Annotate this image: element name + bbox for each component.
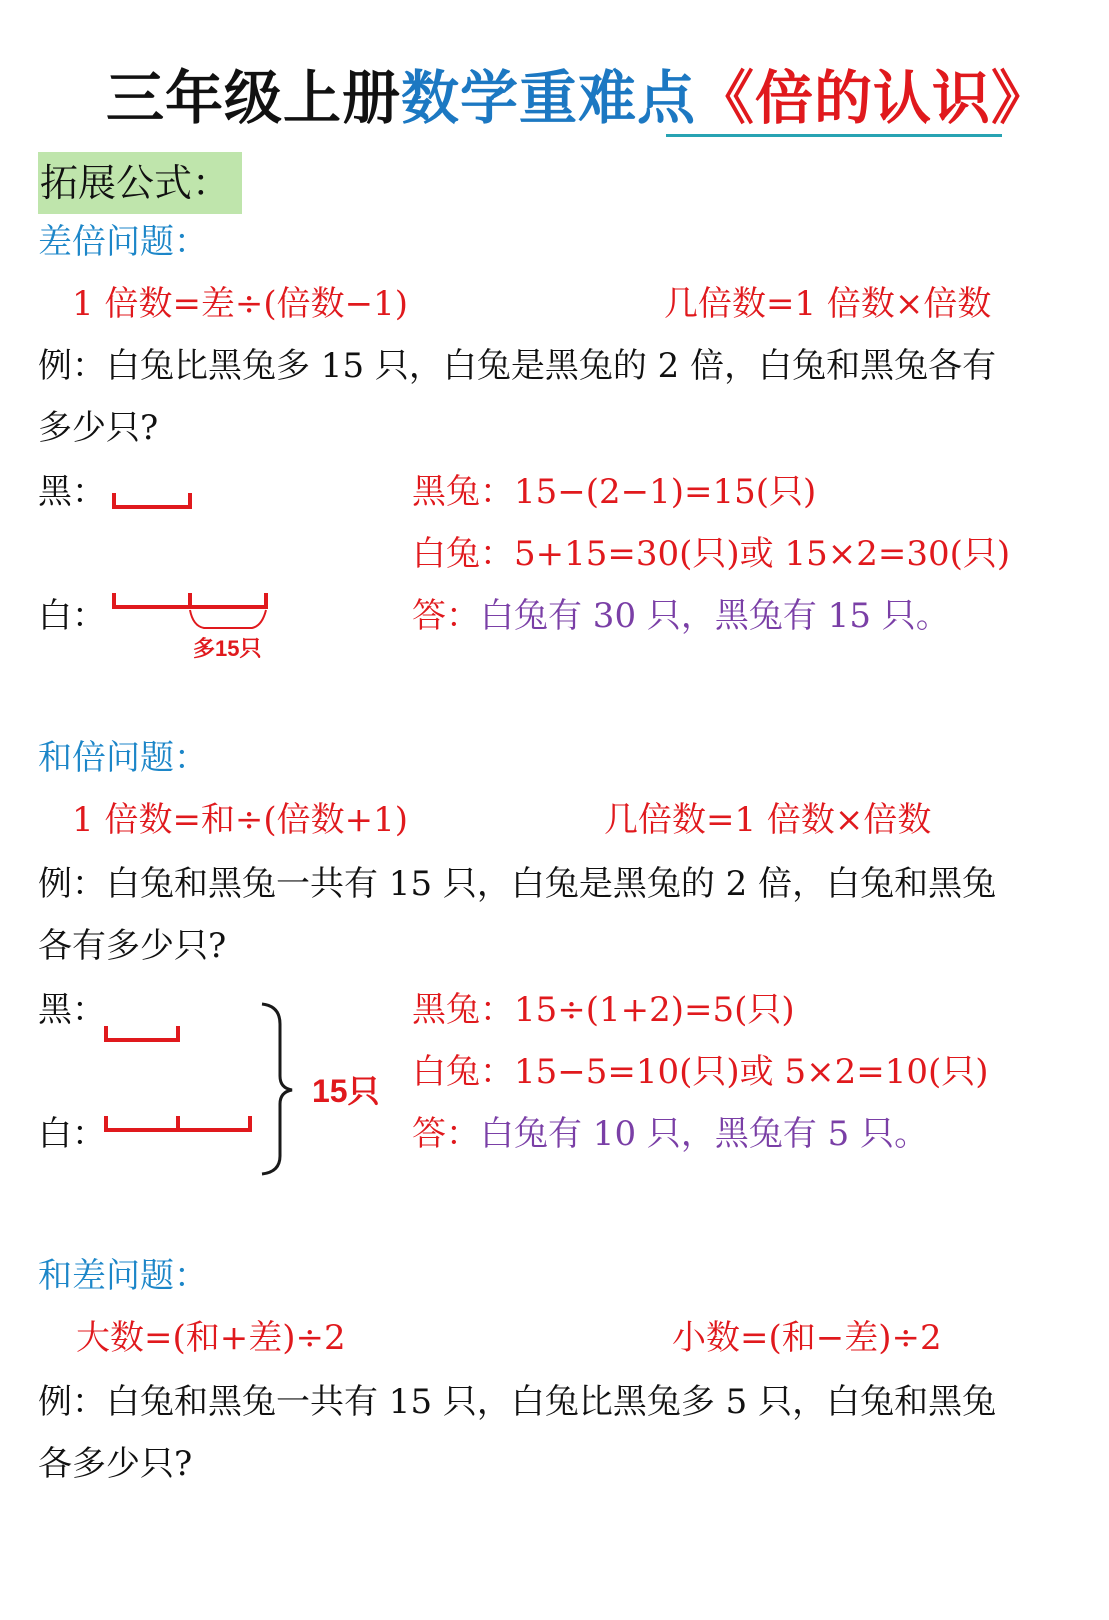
formula-several-multiple: 几倍数=1 倍数×倍数 [664,284,992,324]
label-white-rabbit: 白： [38,1114,106,1154]
example-line-1: 例：白兔和黑兔一共有 15 只，白兔是黑兔的 2 倍，白兔和黑兔 [38,864,997,904]
section-title-difference-multiple: 差倍问题： [38,222,208,262]
white-bar-segments [106,1116,250,1132]
black-bar-segment [106,1026,178,1042]
formula-several-multiple: 几倍数=1 倍数×倍数 [604,800,932,840]
section-title-sum-difference: 和差问题： [38,1256,208,1296]
difference-note-label: 多15只 [193,636,262,661]
formula-one-multiple-difference: 1 倍数=差÷(倍数−1) [72,284,409,324]
answer-text: 白兔有 30 只，黑兔有 15 只。 [480,596,950,636]
formula-one-multiple-sum: 1 倍数=和÷(倍数+1) [72,800,409,840]
label-black-rabbit: 黑： [38,990,106,1030]
answer-text: 白兔有 10 只，黑兔有 5 只。 [480,1114,929,1154]
solution-white-rabbit: 白兔：15−5=10(只)或 5×2=10(只) [412,1052,989,1092]
example-line-1: 例：白兔比黑兔多 15 只，白兔是黑兔的 2 倍，白兔和黑兔各有 [38,346,997,386]
example-line-2: 各有多少只? [38,926,227,966]
title-subject: 数学重难点 [401,64,697,132]
solution-black-rabbit: 黑兔：15−(2−1)=15(只) [412,472,817,512]
total-note-label: 15只 [312,1073,380,1109]
solution-black-rabbit: 黑兔：15÷(1+2)=5(只) [412,990,795,1030]
section-title-sum-multiple: 和倍问题： [38,738,208,778]
answer-line [412,1110,928,1158]
label-white-rabbit: 白： [38,596,106,636]
example-line-2: 多少只? [38,408,159,448]
example-line-1: 例：白兔和黑兔一共有 15 只，白兔比黑兔多 5 只，白兔和黑兔 [38,1382,997,1422]
answer-prefix: 答： [412,1114,480,1154]
example-line-2: 各多少只? [38,1444,193,1484]
label-black-rabbit: 黑： [38,472,106,512]
title-topic: 《倍的认识》 [696,64,1051,132]
formula-smaller-number: 小数=(和−差)÷2 [672,1318,942,1358]
extension-label: 拓展公式： [40,161,231,205]
title-grade: 三年级上册 [106,64,402,132]
total-brace [262,1004,292,1174]
formula-larger-number: 大数=(和+差)÷2 [76,1318,346,1358]
solution-white-rabbit: 白兔：5+15=30(只)或 15×2=30(只) [412,534,1011,574]
answer-prefix: 答： [412,596,480,636]
